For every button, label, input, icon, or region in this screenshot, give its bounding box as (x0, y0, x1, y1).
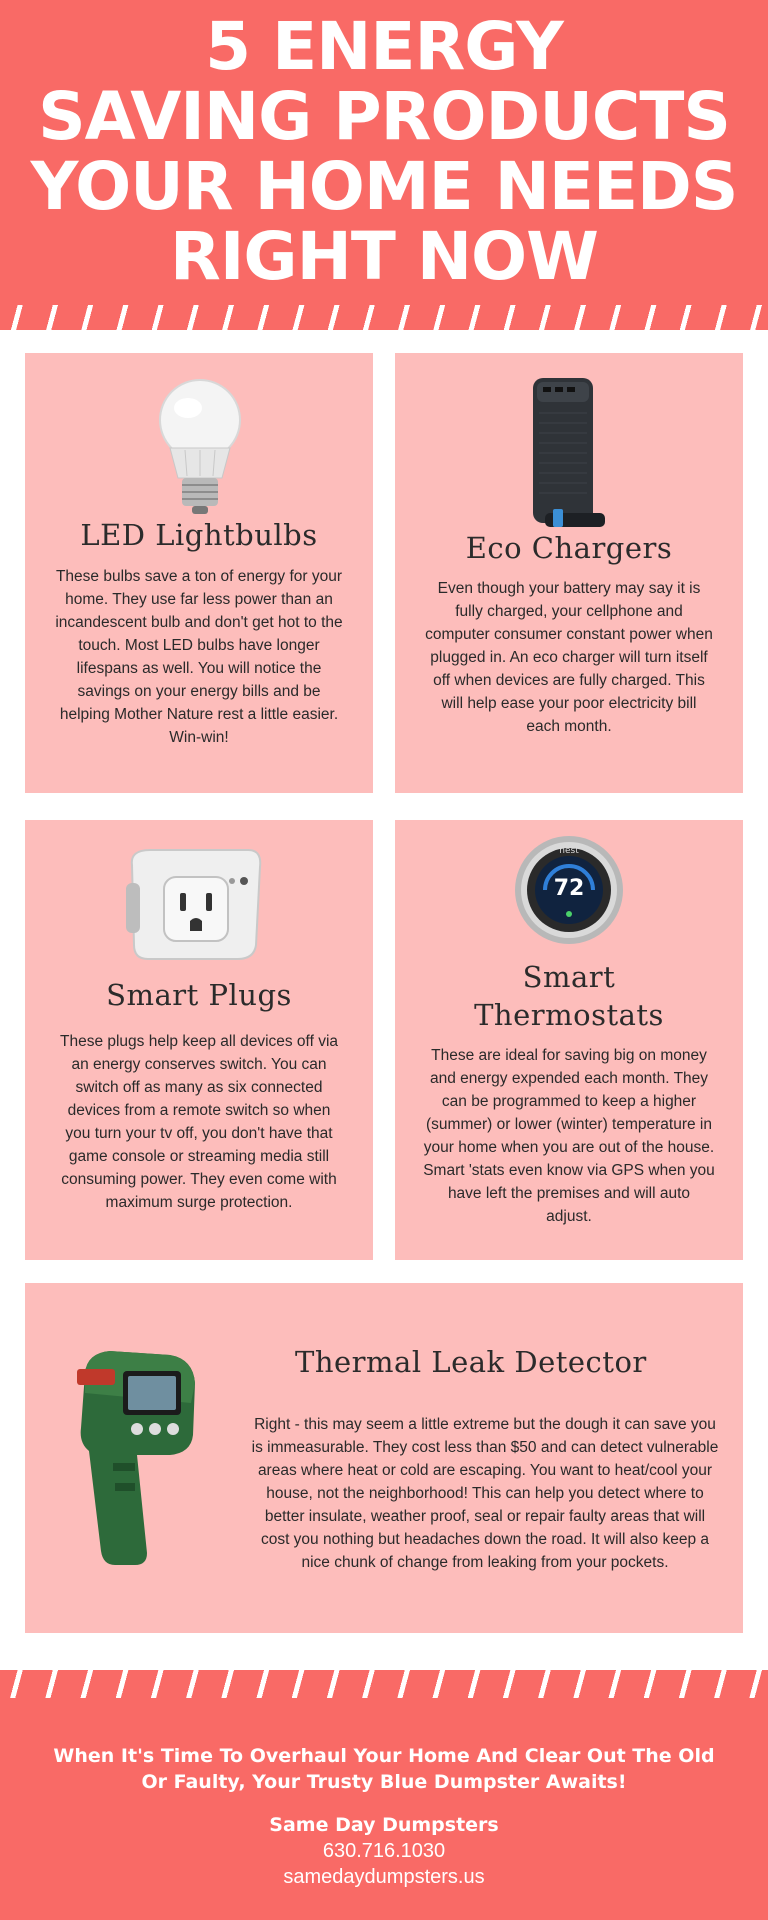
card-smart-thermostats (395, 820, 743, 1260)
card-description: These plugs help keep all devices off via an energy conserves switch. You can switch off as many as six connected devices from a remote switch so when you turn your tv off, you don't have that game console or streaming media still consuming power. They even come with maximum surge protection. (59, 1033, 339, 1211)
footer-tagline: When It's Time To Overhaul Your Home And Clear Out The Old Or Faulty, Your Trusty Blue Dumpster Awaits! (53, 1745, 715, 1793)
card-title: Thermal Leak Detector (295, 1345, 647, 1379)
title-line-2: SAVING PRODUCTS (38, 78, 730, 155)
title-line-4: RIGHT NOW (170, 218, 598, 295)
card-description: Right - this may seem a little extreme but the dough it can save you is immeasurable. They cost less than $50 and can detect vulnerable areas where heat or cold are escaping. You want to heat/cool your house, not the neighborhood! This can help you detect where to better insulate, weather proof, seal or repair faulty areas that will cost you nothing but headaches down the road. It will also keep a nice chunk of change from leaking from your pockets. (251, 1416, 719, 1571)
thermostat-temperature: 72 (553, 876, 585, 901)
card-description: These bulbs save a ton of energy for your home. They use far less power than an incandescent bulb and don't get hot to the touch. Most LED bulbs have longer lifespans as well. You will notice the savings on your energy bills and be helping Mother Nature rest a little easier. Win-win! (55, 568, 343, 746)
website-link[interactable]: samedaydumpsters.us (283, 1866, 485, 1888)
card-title-line-2: Thermostats (474, 998, 664, 1032)
card-title: LED Lightbulbs (80, 518, 318, 552)
thermostat-brand: nest (559, 846, 579, 856)
eco-charger-icon (515, 373, 625, 533)
thermal-detector-icon (65, 1343, 215, 1573)
header-dash-divider (0, 305, 768, 333)
page-title (20, 8, 748, 295)
smart-plug-icon (120, 845, 270, 965)
card-description: Even though your battery may say it is fully charged, your cellphone and computer consumer constant power when plugged in. An eco charger will turn itself off when devices are fully charged. This will help ease your poor electricity bill each month. (425, 580, 713, 735)
card-title: Smart Plugs (106, 978, 292, 1012)
card-title: Eco Chargers (465, 531, 673, 565)
card-description: These are ideal for saving big on money and energy expended each month. They can be programmed to keep a higher (summer) or lower (winter) temperature in your home when you are out of the house. Smart 'stats even know via GPS when you have left the premises and will auto adjust. (423, 1047, 715, 1225)
footer-dash-divider (0, 1670, 768, 1698)
card-led-lightbulbs (25, 353, 373, 793)
led-bulb-icon (150, 378, 250, 518)
card-eco-chargers (395, 353, 743, 793)
thermostat-icon (513, 834, 625, 946)
phone-number[interactable]: 630.716.1030 (322, 1840, 446, 1862)
card-thermal-leak-detector (25, 1283, 743, 1633)
company-name: Same Day Dumpsters (269, 1814, 499, 1836)
card-title-line-1: Smart (522, 960, 616, 994)
title-line-1: 5 ENERGY (205, 8, 563, 85)
card-title (395, 958, 743, 1034)
title-line-3: YOUR HOME NEEDS (30, 148, 738, 225)
card-smart-plugs (25, 820, 373, 1260)
